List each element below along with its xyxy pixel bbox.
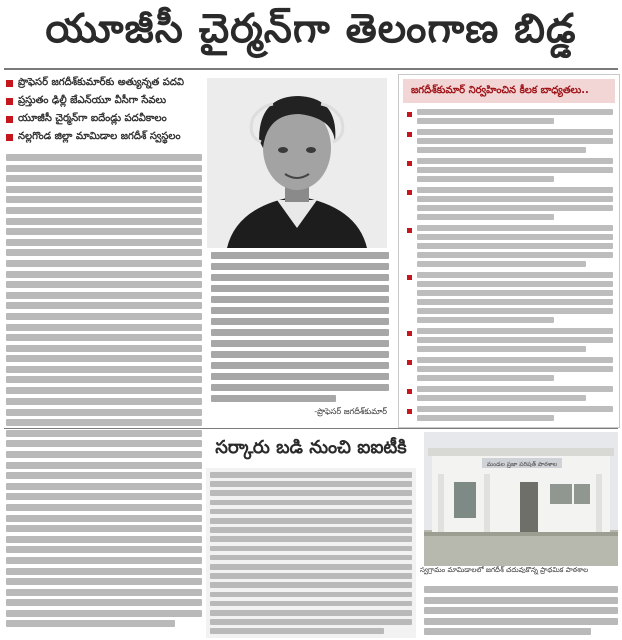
headline-rule [4,68,618,70]
square-bullet-icon [407,331,412,336]
section2-body-right [424,586,618,635]
article-body-part-2 [6,398,202,627]
responsibility-item [407,187,613,220]
square-bullet-icon [407,228,412,233]
quote-signature: -ప్రొఫెసర్ జగదీశ్‌కుమార్ [314,407,387,416]
square-bullet-icon [407,161,412,166]
square-bullet-icon [6,116,13,123]
portrait-photo [207,78,387,248]
square-bullet-icon [407,275,412,280]
school-photo [424,432,618,566]
section2-body-left [206,468,416,638]
responsibility-item [407,357,613,381]
school-photo-caption: స్వగ్రామం మామిడాలలో జగదీశ్ చదువుకొన్న ప్రాథమిక పాఠశాల [420,566,589,574]
responsibilities-title: జగదీశ్‌కుమార్ నిర్వహించిన కీలక బాధ్యతలు.. [403,79,615,103]
responsibility-item [407,225,613,267]
section2-title: సర్కారు బడి నుంచి ఐఐటీకి [215,436,407,458]
highlight-item: నల్లగొండ జిల్లా మామిడాల జగదీశ్ స్వస్థలం [6,128,202,146]
responsibility-item [407,109,613,124]
square-bullet-icon [407,409,412,414]
square-bullet-icon [407,132,412,137]
portrait-illustration [207,78,387,248]
quote-box [207,250,393,416]
highlight-item: యూజీసీ చైర్మన్‌గా ఐదేండ్లు పదవీకాలం [6,110,202,128]
square-bullet-icon [6,80,13,87]
article-body-part-1 [6,154,202,405]
headline: యూజీసీ చైర్మన్‌గా తెలంగాణ బిడ్డ [45,6,577,52]
square-bullet-icon [407,112,412,117]
responsibility-item [407,129,613,153]
highlight-item: ప్రస్తుతం ఢిల్లీ జేఎన్‌యూ వీసీగా సేవలు [6,92,202,110]
responsibility-item [407,386,613,401]
responsibility-item [407,328,613,352]
square-bullet-icon [6,134,13,141]
square-bullet-icon [407,190,412,195]
highlight-item: ప్రొఫెసర్ జగదీశ్‌కుమార్‌కు అత్యున్నత పదవి [6,74,202,92]
responsibility-item [407,406,613,421]
highlights-list [6,74,202,146]
school-building-illustration [424,432,618,566]
school-sign-text: మండల ప్రజా పరిషత్ పాఠశాల [486,461,558,468]
responsibility-item [407,158,613,182]
responsibility-item [407,272,613,323]
square-bullet-icon [407,360,412,365]
square-bullet-icon [407,389,412,394]
responsibilities-box [398,74,620,428]
section-divider [4,428,618,429]
square-bullet-icon [6,98,13,105]
